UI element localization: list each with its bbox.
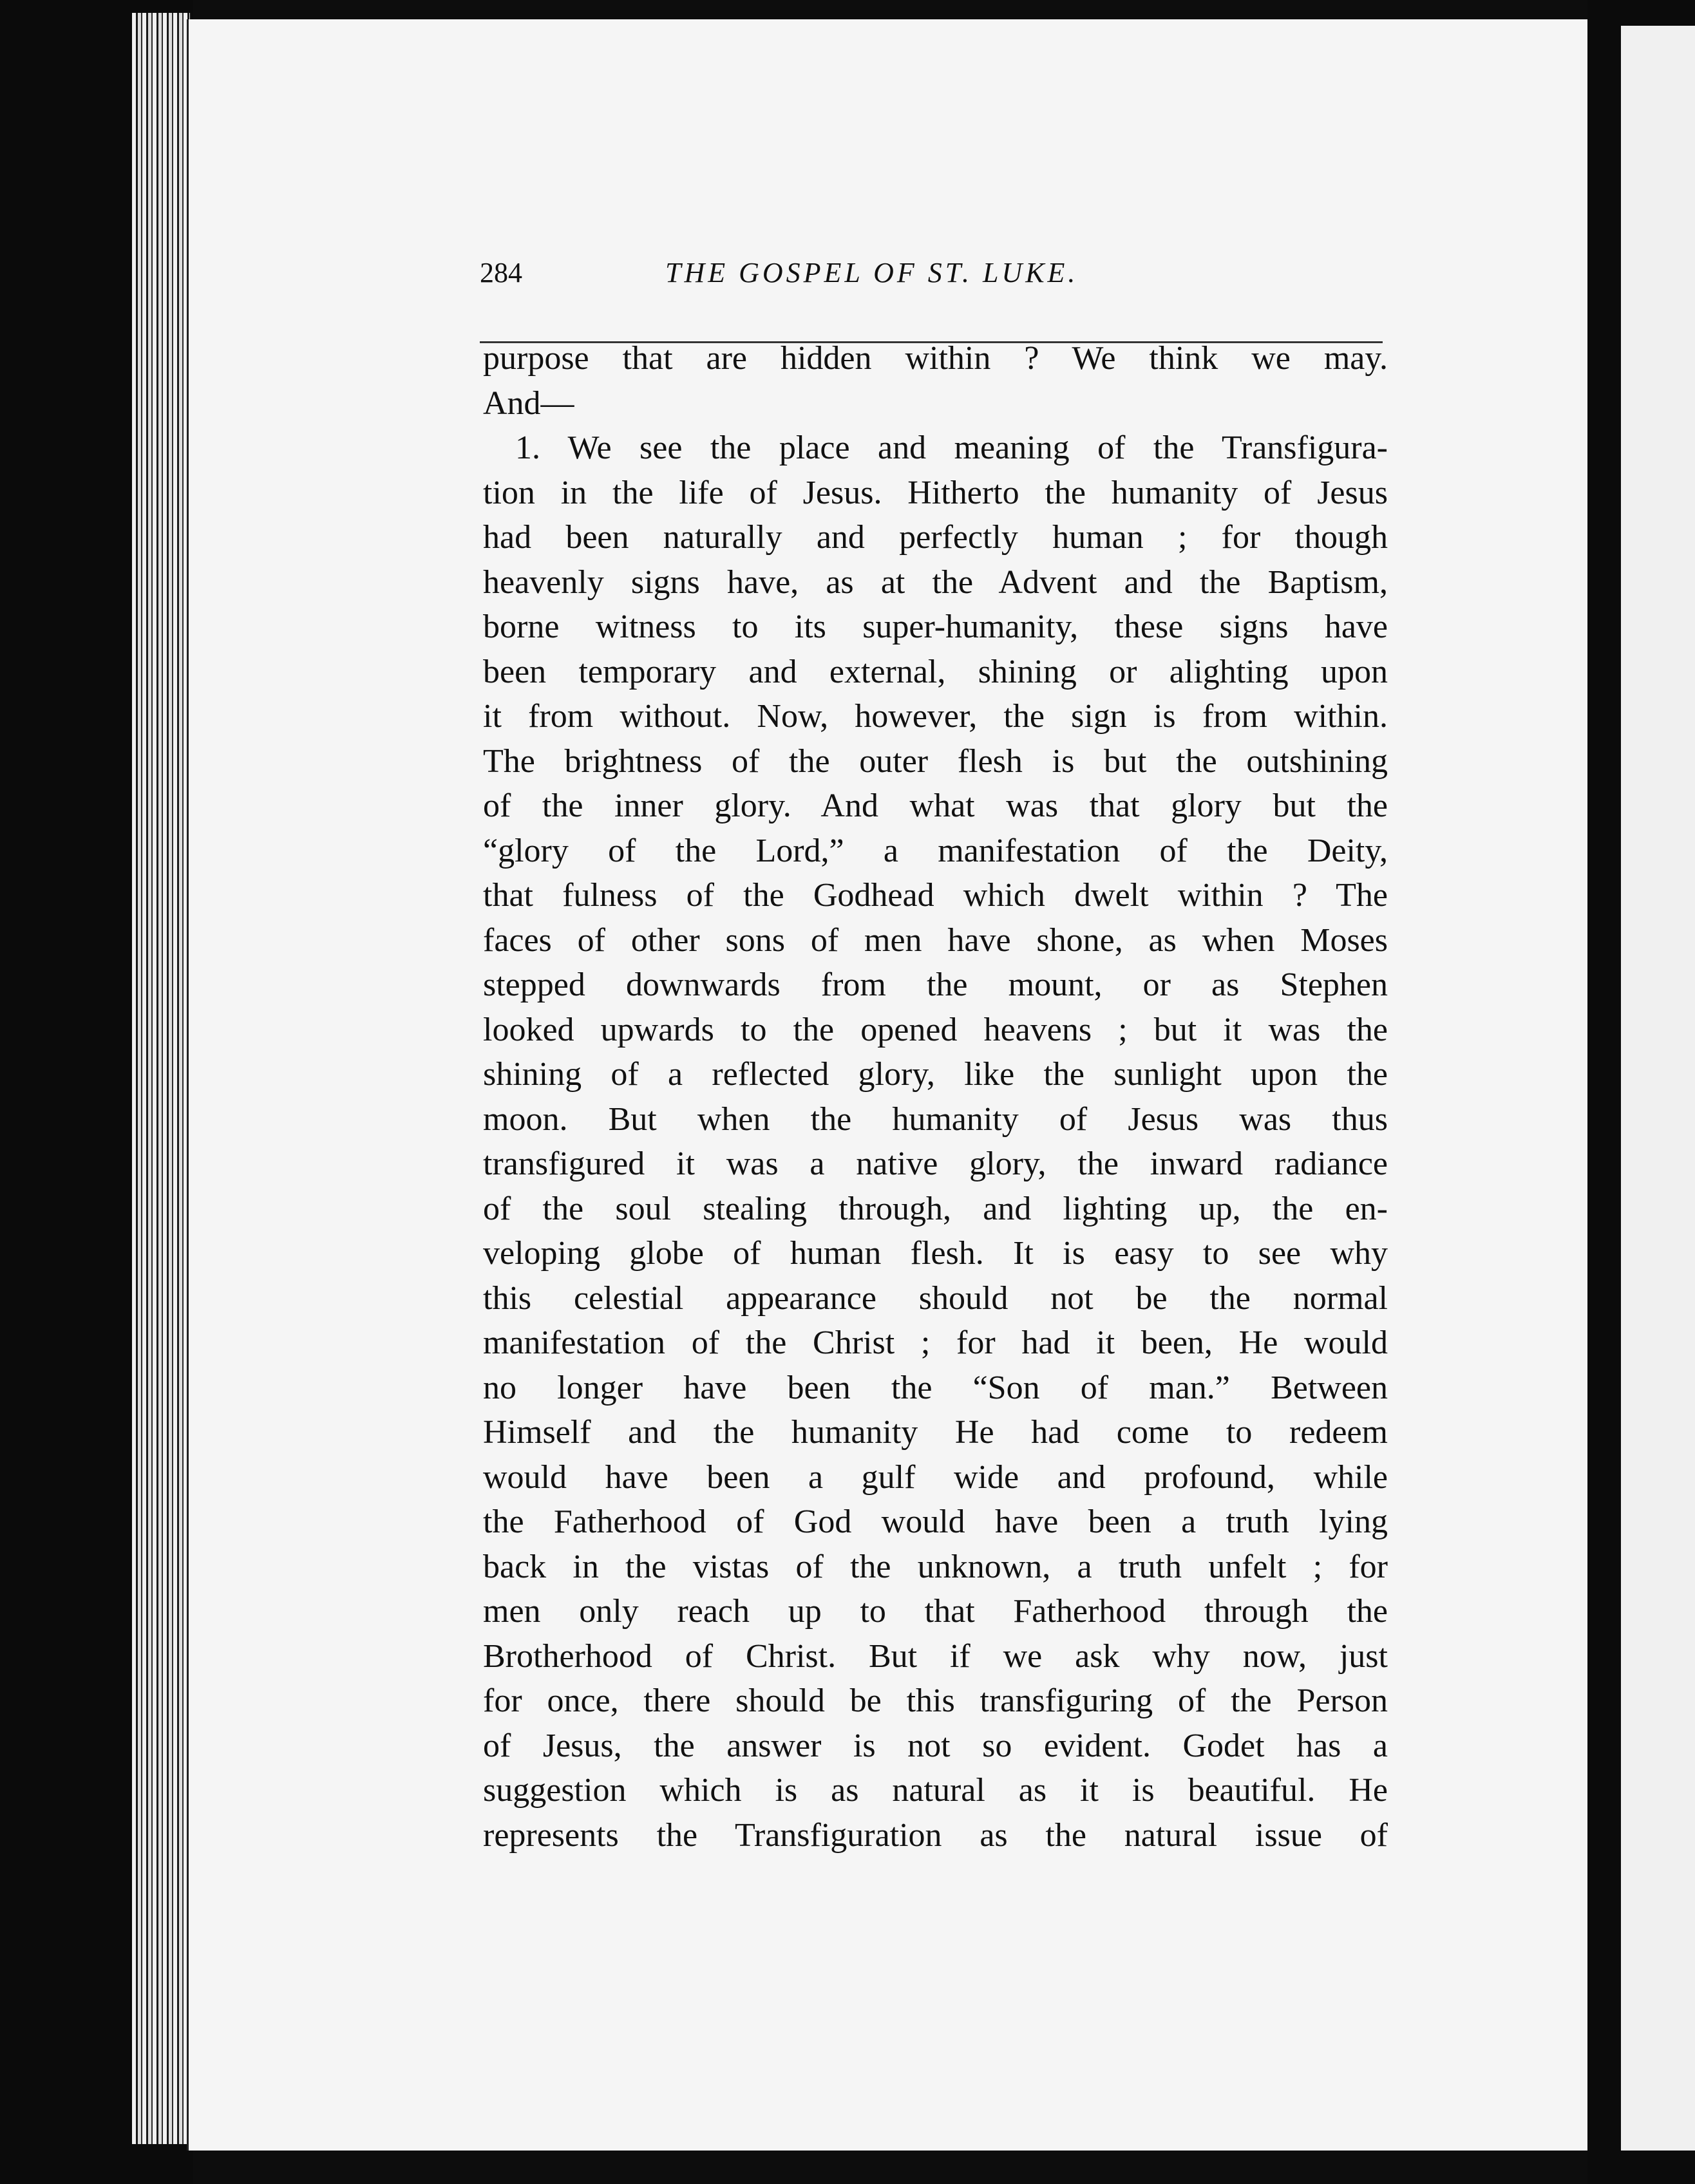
text-line: the Fatherhood of God would have been a truth lying [483, 1503, 1388, 1540]
text-line: veloping globe of human flesh. It is easy to see why [483, 1235, 1388, 1272]
running-head: THE GOSPEL OF ST. LUKE. [665, 257, 1079, 288]
text-line: been temporary and external, shining or alighting upon [483, 653, 1388, 690]
text-line: stepped downwards from the mount, or as Stephen [483, 966, 1388, 1003]
text-line: Brotherhood of Christ. But if we ask why now, just [483, 1637, 1388, 1675]
text-line: borne witness to its super-humanity, these signs have [483, 608, 1388, 645]
page-number: 284 [480, 257, 522, 288]
body-text [483, 336, 1388, 1858]
text-line: faces of other sons of men have shone, as when Moses [483, 921, 1388, 959]
text-line: looked upwards to the opened heavens ; but it was the [483, 1011, 1388, 1048]
text-line: no longer have been the “Son of man.” Between [483, 1369, 1388, 1406]
text-line: tion in the life of Jesus. Hitherto the humanity of Jesus [483, 474, 1388, 511]
text-line: And— [483, 384, 574, 422]
text-line: Himself and the humanity He had come to redeem [483, 1414, 1388, 1451]
text-line: purpose that are hidden within ? We think we may. [483, 340, 1388, 377]
text-line: shining of a reflected glory, like the sunlight upon the [483, 1056, 1388, 1093]
text-line: had been naturally and perfectly human ; for though [483, 519, 1388, 556]
text-line: 1. We see the place and meaning of the Transfigura- [515, 429, 1388, 466]
right-margin [1587, 0, 1695, 2184]
text-line: that fulness of the Godhead which dwelt within ? The [483, 877, 1388, 914]
text-line: of the inner glory. And what was that glory but the [483, 787, 1388, 824]
page-edges [132, 13, 190, 2144]
text-line: would have been a gulf wide and profound, while [483, 1458, 1388, 1496]
text-line: it from without. Now, however, the sign is from within. [483, 698, 1388, 735]
text-line: The brightness of the outer flesh is but the outshining [483, 742, 1388, 780]
text-line: heavenly signs have, as at the Advent and the Baptism, [483, 563, 1388, 601]
page-header [480, 256, 1381, 301]
next-page-edge [1621, 26, 1695, 2151]
text-line: transfigured it was a native glory, the inward radiance [483, 1145, 1388, 1182]
text-line: of the soul stealing through, and lighting up, the en- [483, 1190, 1388, 1227]
text-line: of Jesus, the answer is not so evident. Godet has a [483, 1727, 1388, 1764]
text-line: back in the vistas of the unknown, a truth unfelt ; for [483, 1548, 1388, 1585]
text-line: for once, there should be this transfiguring of the Person [483, 1682, 1388, 1719]
text-line: “glory of the Lord,” a manifestation of the Deity, [483, 832, 1388, 869]
text-line: men only reach up to that Fatherhood through the [483, 1593, 1388, 1630]
text-line: this celestial appearance should not be the normal [483, 1279, 1388, 1317]
text-line: moon. But when the humanity of Jesus was thus [483, 1100, 1388, 1138]
text-line: suggestion which is as natural as it is beautiful. He [483, 1772, 1388, 1809]
text-line: represents the Transfiguration as the natural issue of [483, 1816, 1388, 1854]
text-line: manifestation of the Christ ; for had it been, He would [483, 1324, 1388, 1361]
